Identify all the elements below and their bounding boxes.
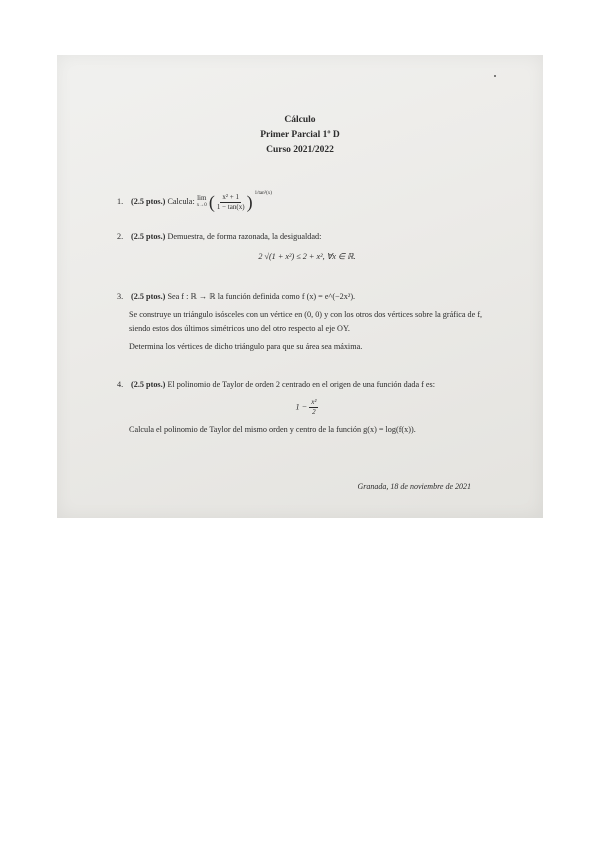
question-text: Calcula: [167, 197, 195, 206]
exam-date: Granada, 18 de noviembre de 2021 [357, 482, 471, 491]
question-points: (2.5 ptos.) [131, 197, 166, 206]
inequality-formula: 2 √(1 + x²) ≤ 2 + x², ∀x ∈ ℝ. [258, 252, 356, 261]
limit-fraction: $\frac{\text{x² + 1}}{1 - \tan(x)}$ [216, 192, 245, 211]
taylor-fraction: $\frac{\text{x²}}{2}$ [311, 398, 317, 416]
question-2 [117, 230, 497, 264]
question-paragraph: Determina los vértices de dicho triángulo para que su área sea máxima. [129, 342, 363, 351]
left-paren: ( [208, 192, 215, 213]
question-4 [117, 378, 497, 437]
question-paragraph: Calcula el polinomio de Taylor del mismo orden y centro de la función g(x) = log(f(x)). [129, 425, 416, 434]
scanned-exam-sheet [57, 55, 543, 518]
exam-subtitle: Primer Parcial 1º D [260, 130, 340, 140]
question-3 [117, 290, 497, 354]
question-text: Demuestra, de forma razonada, la desigualdad: [167, 232, 322, 241]
question-number: 2. [117, 232, 124, 241]
question-text: El polinomio de Taylor de orden 2 centrado en el origen de una función dada f es: [167, 380, 435, 389]
exam-title: Cálculo [284, 115, 316, 125]
question-number: 1. [117, 197, 124, 206]
question-1 [117, 187, 497, 212]
limit-exponent: 1/tan²(x) [254, 191, 272, 196]
scan-speck [494, 75, 496, 77]
exam-header [57, 113, 543, 158]
question-number: 4. [117, 380, 124, 389]
question-points: (2.5 ptos.) [131, 380, 166, 389]
question-points: (2.5 ptos.) [131, 232, 166, 241]
question-paragraph: Se construye un triángulo isósceles con un vértice en (0, 0) y con los otros dos vértices sobre la gráfica de f, siendo estos dos últimos simétricos uno del otro respecto al eje OY. [129, 310, 483, 333]
right-paren: ) [246, 192, 253, 213]
question-text: Sea f : ℝ → ℝ la función definida como f (x) = e^(−2x²). [167, 292, 356, 301]
limit-operator: lim x→0 [196, 194, 207, 209]
question-number: 3. [117, 292, 124, 301]
question-points: (2.5 ptos.) [131, 292, 166, 301]
exam-course: Curso 2021/2022 [266, 145, 334, 155]
taylor-polynomial: 1 − $\frac{\text{x²}}{2}$ [295, 398, 317, 416]
